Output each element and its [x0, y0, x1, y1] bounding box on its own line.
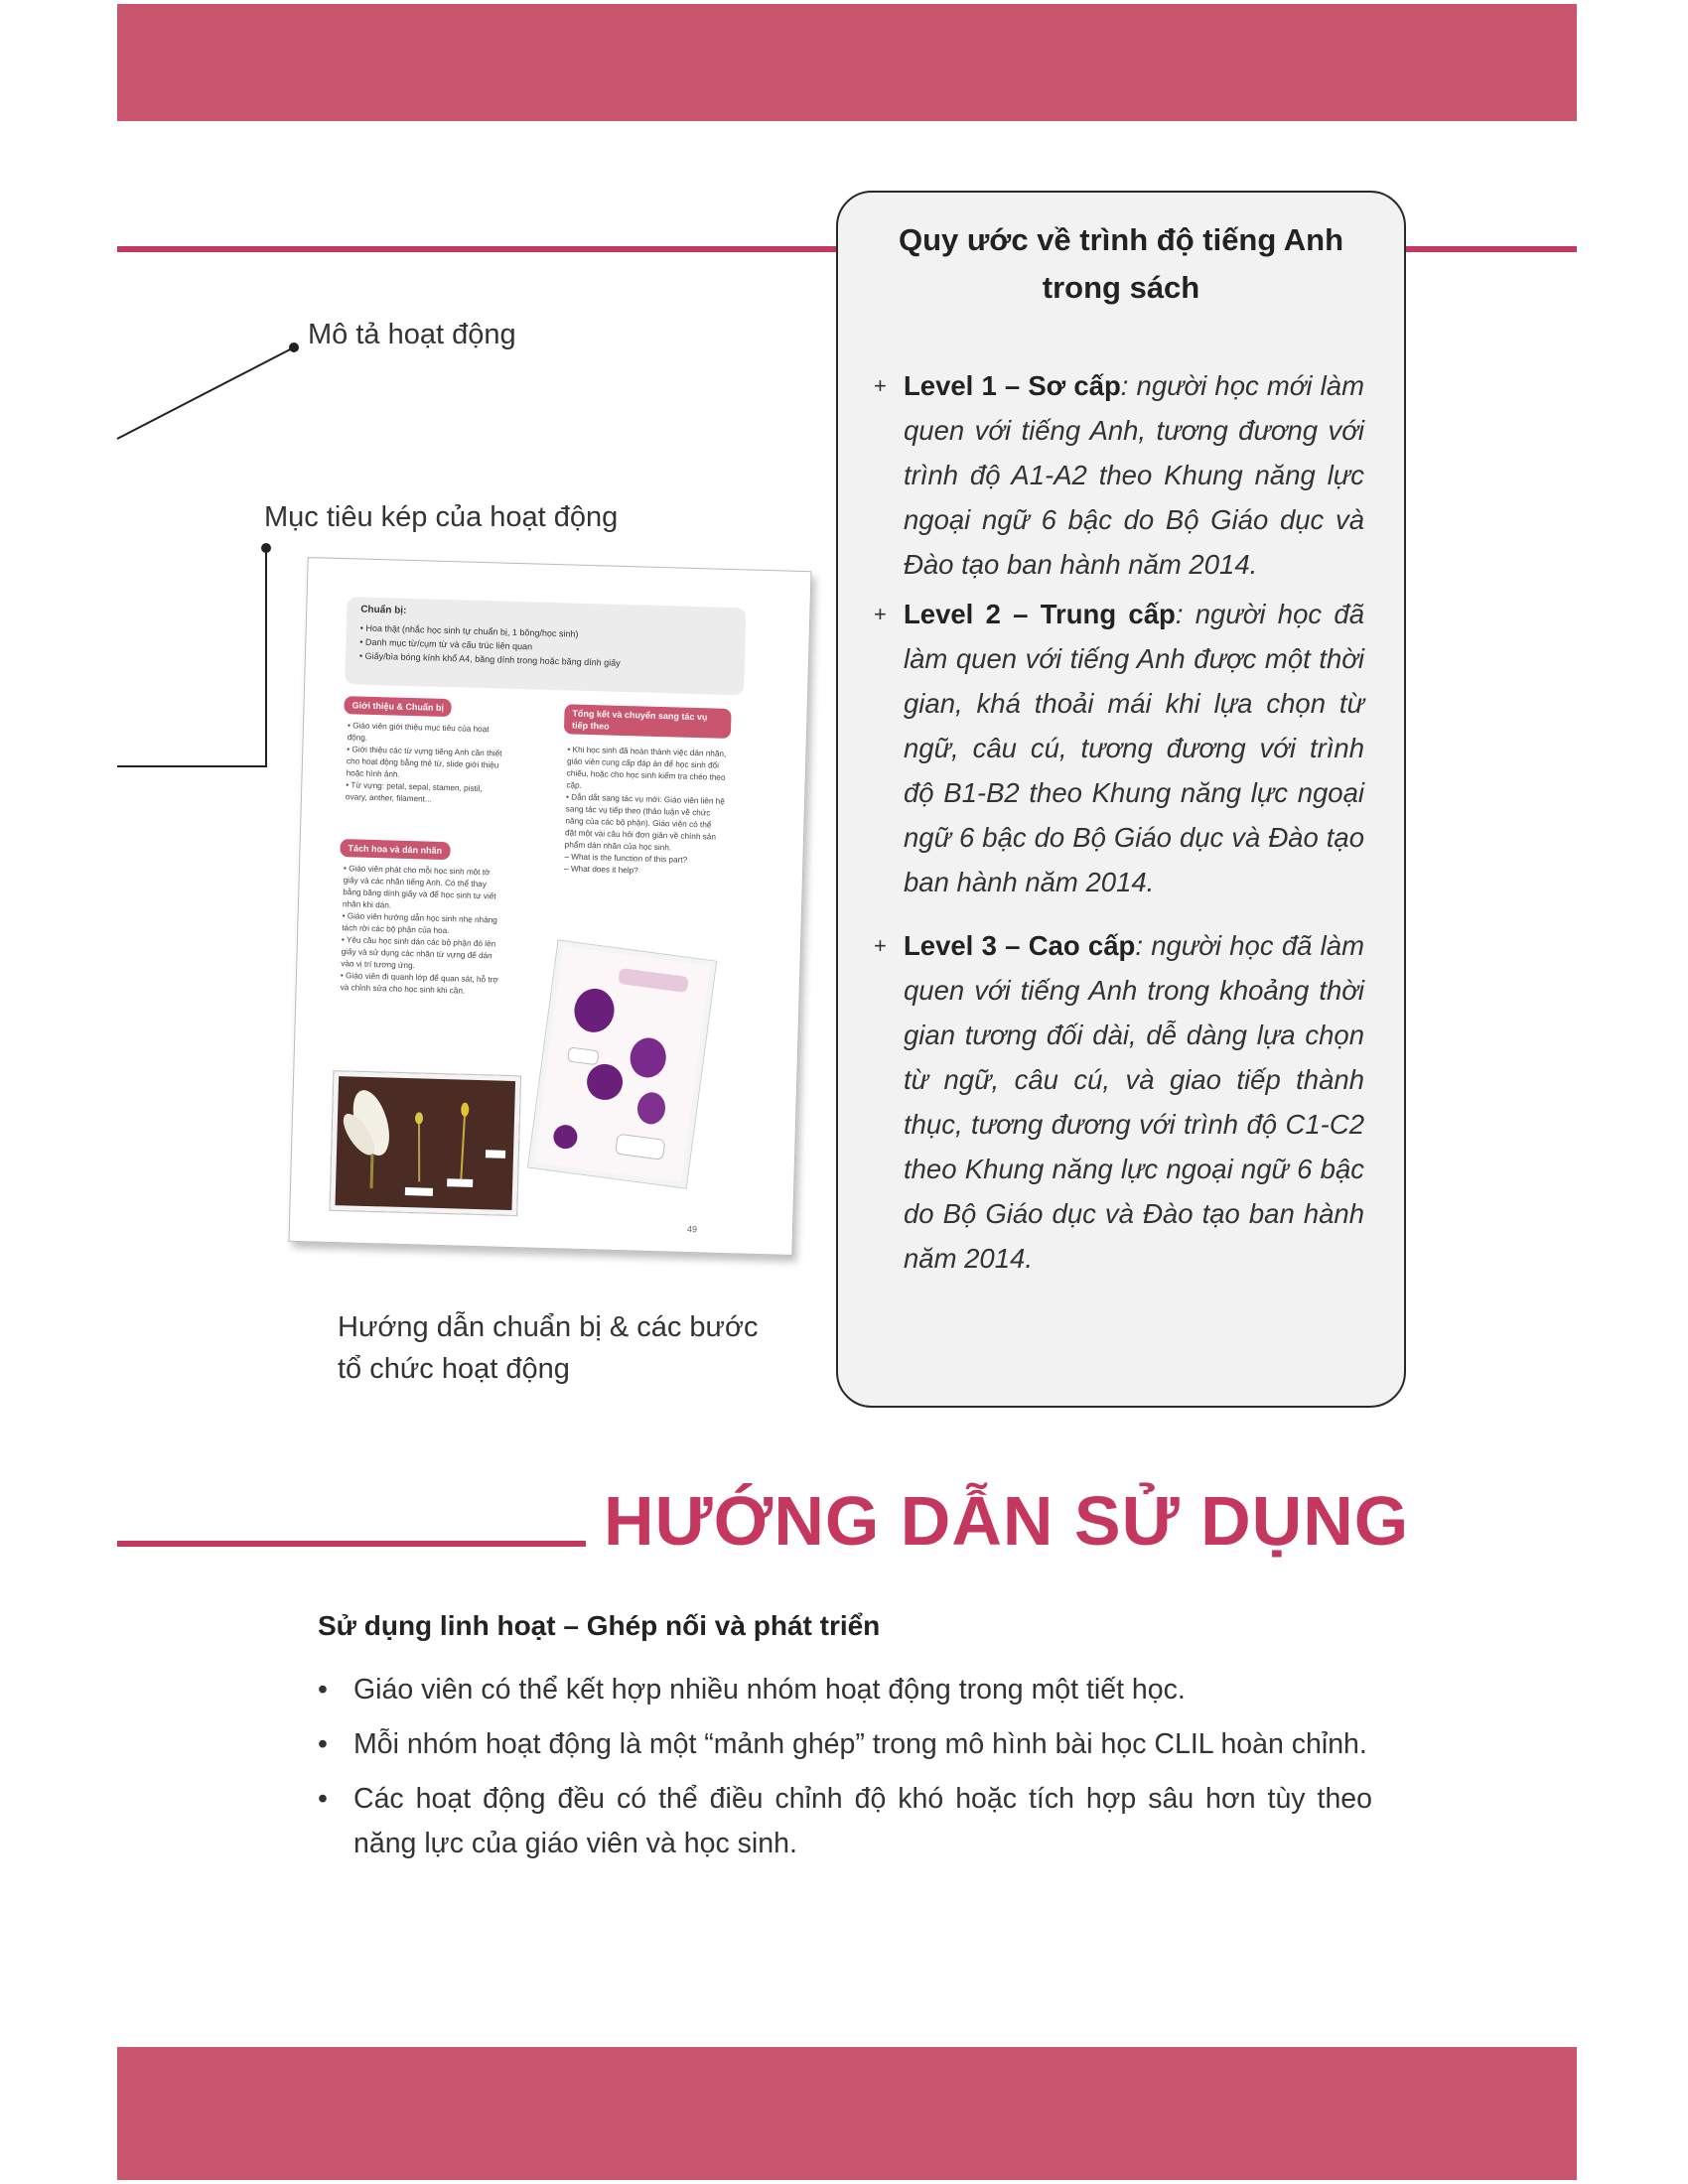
sample-summary-item: Khi học sinh đã hoàn thành việc dán nhãn, giáo viên cung cấp đáp án để học sinh đối chiếu, hoặc cho học sinh kiểm tra chéo theo cặp.: [566, 745, 727, 790]
flower-parts-illustration: [336, 1076, 516, 1210]
sample-page-thumbnail: [288, 557, 811, 1256]
level-3-text: : người học đã làm quen với tiếng Anh trong khoảng thời gian tương đối dài, dễ dàng lựa chọn từ ngữ, câu cú, và giao tiếp thành thục, tương đương với trình độ C1-C2 theo Khung năng lực ngoại ngữ 6 bậc do Bộ Giáo dục và Đào tạo ban hành năm 2014.: [904, 930, 1364, 1274]
usage-bullet-text: Các hoạt động đều có thể điều chỉnh độ khó hoặc tích hợp sâu hơn tùy theo năng lực của giáo viên và học sinh.: [353, 1783, 1372, 1859]
sample-intro-text: • Giáo viên giới thiệu mục tiêu của hoạt động. • Giới thiệu các từ vựng tiếng Anh cần thiết cho hoạt động bằng thẻ từ, slide giới thiệu hoặc hình ảnh. • Từ vựng: petal, sepal, stamen, pistil, ovary, anther, filament...: [345, 721, 502, 804]
sample-tag-dissect: Tách hoa và dán nhãn: [340, 839, 450, 860]
callout-guide: [338, 1306, 758, 1390]
section-title-rule: [117, 1541, 586, 1547]
sample-prep-item: Hoa thật (nhắc học sinh tự chuẩn bị, 1 bông/học sinh): [365, 622, 579, 639]
sample-dissect-text: • Giáo viên phát cho mỗi học sinh một tờ giấy và các nhãn tiếng Anh. Có thể thay bằng băng dính giấy và để học sinh tự viết nhãn khi dán. • Giáo viên hướng dẫn học sinh nhẹ nhàng tách rời các bộ phận của hoa. • Yêu cầu học sinh dán các bộ phận đó lên giấy và sử dụng các nhãn từ vựng để dán vào vị trí tương ứng. • Giáo viên đi quanh lớp để quan sát, hỗ trợ và chỉnh sửa cho học sinh khi cần.: [340, 864, 498, 996]
sample-intro-item: Giới thiệu các từ vựng tiếng Anh cần thiết cho hoạt động bằng thẻ từ, slide giới thiệu hoặc hình ảnh.: [346, 745, 502, 779]
sample-intro-item: Từ vựng: petal, sepal, stamen, pistil, ovary, anther, filament...: [345, 780, 483, 804]
usage-bullet: [318, 1668, 1372, 1712]
sample-intro-item: Giáo viên giới thiệu mục tiêu của hoạt động.: [347, 721, 490, 743]
accent-line-left: [117, 246, 838, 252]
sample-summary-text: • Khi học sinh đã hoàn thành việc dán nhãn, giáo viên cung cấp đáp án để học sinh đối chiếu, hoặc cho học sinh kiểm tra chéo theo cặp. • Dẫn dắt sang tác vụ mới: Giáo viên liên hệ sang tác vụ tiếp theo (thảo luận về chức năng của các bộ phận). Giáo viên có thể đặt một vài câu hỏi đơn giản về chính sản phẩm dán nhãn của học sinh. – What is the function of this part? – What does it help?: [564, 744, 727, 879]
accent-line-right: [1406, 246, 1577, 252]
usage-bullet-text: Giáo viên có thể kết hợp nhiều nhóm hoạt động trong một tiết học.: [353, 1674, 1186, 1706]
connector-objectives: [117, 548, 266, 766]
level-conventions-title-line2: trong sách: [1042, 270, 1200, 305]
sample-summary-item: Dẫn dắt sang tác vụ mới: Giáo viên liên hệ sang tác vụ tiếp theo (thảo luận về chức năng của các bộ phận). Giáo viên có thể đặt một vài câu hỏi đơn giản về chính sản phẩm dán nhãn của học sinh.: [564, 792, 725, 853]
usage-bullet-list: [318, 1668, 1372, 1876]
sample-dissect-item: Giáo viên đi quanh lớp để quan sát, hỗ trợ và chỉnh sửa cho học sinh khi cần.: [340, 971, 498, 996]
callout-dual-objectives: Mục tiêu kép của hoạt động: [264, 501, 619, 533]
section-subheading: Sử dụng linh hoạt – Ghép nối và phát triển: [318, 1610, 881, 1641]
sample-tag-summary: Tổng kết và chuyển sang tác vụ tiếp theo: [564, 704, 732, 739]
usage-bullet: [318, 1722, 1372, 1767]
sample-prep-item: Danh mục từ/cụm từ và cấu trúc liên quan: [364, 636, 533, 652]
level-1-text: : người học mới làm quen với tiếng Anh, tương đương với trình độ A1-A2 theo Khung năng lực ngoại ngữ 6 bậc do Bộ Giáo dục và Đào tạo ban hành năm 2014.: [904, 370, 1364, 580]
sample-summary-question: – What does it help?: [563, 864, 638, 876]
sample-dissect-item: Giáo viên hướng dẫn học sinh nhẹ nhàng tách rời các bộ phận của hoa.: [342, 911, 497, 936]
sample-photo-flower-parts: [330, 1071, 520, 1215]
level-conventions-title: [868, 216, 1374, 312]
plus-icon: +: [874, 373, 887, 398]
connector-dot-description: [289, 342, 299, 352]
connector-dot-objectives: [261, 543, 271, 553]
connector-description: [117, 347, 294, 439]
callout-activity-description: Mô tả hoạt động: [308, 319, 516, 350]
level-2-text: : người học đã làm quen với tiếng Anh được một thời gian, khá thoải mái khi lựa chọn từ ngữ, câu cú, tương đương với trình độ B1-B2 theo Khung năng lực ngoại ngữ 6 bậc do Bộ Giáo dục và Đào tạo ban hành năm 2014.: [904, 599, 1365, 897]
sample-dissect-item: Yêu cầu học sinh dán các bộ phận đó lên giấy và sử dụng các nhãn từ vựng để dán vào vị trí tương ứng.: [341, 935, 496, 971]
header-band: [117, 4, 1577, 121]
sample-prep-box: Chuẩn bị: • Hoa thật (nhắc học sinh tự chuẩn bị, 1 bông/học sinh) • Danh mục từ/cụm từ và cấu trúc liên quan • Giấy/bìa bóng kính khổ A4, băng dính trong hoặc băng dính giấy: [345, 597, 746, 695]
sample-page-number: 49: [686, 1223, 698, 1235]
bullet-icon: •: [318, 1728, 328, 1760]
level-1-label: Level 1 – Sơ cấp: [904, 370, 1121, 401]
level-2-entry: [874, 592, 1365, 904]
bullet-icon: •: [318, 1674, 328, 1706]
section-title: HƯỚNG DẪN SỬ DỤNG: [604, 1482, 1410, 1560]
footer-band: [117, 2047, 1577, 2180]
sample-tag-intro: Giới thiệu & Chuẩn bị: [344, 696, 452, 717]
sample-photo-student-poster: [528, 941, 716, 1188]
level-3-entry: [874, 923, 1364, 1281]
sample-prep-title: Chuẩn bị:: [360, 604, 407, 616]
level-2-label: Level 2 – Trung cấp: [904, 599, 1176, 629]
sample-prep-item: Giấy/bìa bóng kính khổ A4, băng dính trong hoặc băng dính giấy: [364, 650, 621, 668]
plus-icon: +: [874, 602, 887, 626]
callout-guide-line1: Hướng dẫn chuẩn bị & các bước: [338, 1311, 759, 1343]
orchid-poster-illustration: [534, 946, 711, 1182]
usage-bullet-text: Mỗi nhóm hoạt động là một “mảnh ghép” trong mô hình bài học CLIL hoàn chỉnh.: [353, 1728, 1367, 1760]
level-3-label: Level 3 – Cao cấp: [904, 930, 1136, 961]
bullet-icon: •: [318, 1783, 328, 1815]
level-1-entry: [874, 363, 1364, 587]
level-conventions-box: [836, 191, 1406, 1408]
usage-bullet: [318, 1777, 1372, 1866]
sample-dissect-item: Giáo viên phát cho mỗi học sinh một tờ giấy và các nhãn tiếng Anh. Có thể thay bằng băng dính giấy và để học sinh tự viết nhãn khi dán.: [342, 864, 496, 910]
callout-guide-line2: tổ chức hoạt động: [338, 1353, 570, 1385]
plus-icon: +: [874, 933, 887, 958]
sample-summary-question: – What is the function of this part?: [564, 852, 688, 865]
level-conventions-title-line1: Quy ước về trình độ tiếng Anh: [898, 222, 1344, 257]
